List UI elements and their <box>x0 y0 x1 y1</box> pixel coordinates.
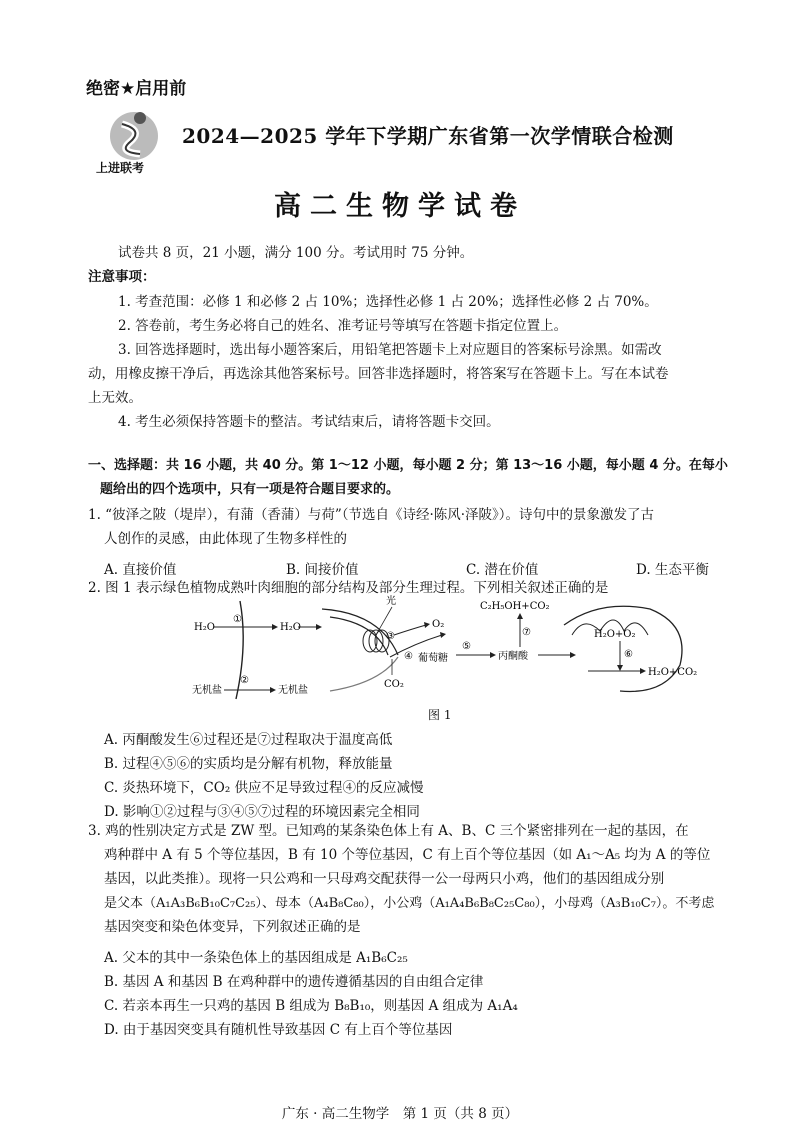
q3-option-d: D. 由于基因突变具有随机性导致基因 C 有上百个等位基因 <box>104 1022 453 1038</box>
section-heading-cont: 题给出的四个选项中，只有一项是符合题目要求的。 <box>100 482 400 497</box>
question-3-stem-cont: 基因，以此类推）。现将一只公鸡和一只母鸡交配获得一公一母两只小鸡，他们的基因组成分别 <box>104 871 665 887</box>
question-3-stem-cont: 鸡种群中 A 有 5 个等位基因，B 有 10 个等位基因，C 有上百个等位基因（如 A₁～A₅ 均为 A 的等位 <box>104 847 711 863</box>
note-line: 4. 考生必须保持答题卡的整洁。考试结束后，请将答题卡交回。 <box>118 414 500 430</box>
exam-title: 2024—2025 学年下学期广东省第一次学情联合检测 <box>182 124 674 148</box>
notes-heading: 注意事项： <box>88 269 156 285</box>
note-line: 动，用橡皮擦干净后，再选涂其他答案标号。回答非选择题时，将答案写在答题卡上。写在本试卷 <box>88 366 669 382</box>
q2-option-c: C. 炎热环境下，CO₂ 供应不足导致过程④的反应减慢 <box>104 780 424 796</box>
fig-label-5: ⑤ <box>462 641 471 652</box>
page-footer: 广东 · 高二生物学 第 1 页（共 8 页） <box>281 1106 519 1122</box>
note-line: 1. 考查范围：必修 1 和必修 2 占 10%；选择性必修 1 占 20%；选择性必修 2 占 70%。 <box>118 294 658 310</box>
figure-1-caption: 图 1 <box>428 708 452 722</box>
fig-h2o-a: H₂O <box>194 622 215 633</box>
q1-option-c: C. 潜在价值 <box>466 562 539 578</box>
fig-h2o-o2: H₂O+O₂ <box>594 629 636 640</box>
q2-option-a: A. 丙酮酸发生⑥过程还是⑦过程取决于温度高低 <box>104 732 393 748</box>
fig-ethanol: C₂H₅OH+CO₂ <box>480 601 550 612</box>
fig-h2o-co2: H₂O+CO₂ <box>648 667 698 678</box>
figure-1-diagram <box>180 595 700 705</box>
note-line: 3. 回答选择题时，选出每小题答案后，用铅笔把答题卡上对应题目的答案标号涂黑。如需改 <box>118 342 662 358</box>
fig-glucose: 葡萄糖 <box>418 653 448 664</box>
note-line: 上无效。 <box>88 390 142 406</box>
fig-salt-b: 无机盐 <box>278 685 308 696</box>
fig-label-4: ④ <box>404 651 413 662</box>
q2-option-b: B. 过程④⑤⑥的实质均是分解有机物，释放能量 <box>104 756 393 772</box>
q1-option-d: D. 生态平衡 <box>636 562 709 578</box>
fig-label-3: ③ <box>386 631 395 642</box>
confidential-label: 绝密★启用前 <box>86 79 187 99</box>
question-3-stem: 3. 鸡的性别决定方式是 ZW 型。已知鸡的某条染色体上有 A、B、C 三个紧密排列在一起的基因，在 <box>88 823 689 839</box>
note-line: 2. 答卷前，考生务必将自己的姓名、准考证号等填写在答题卡指定位置上。 <box>118 318 568 334</box>
fig-label-1: ① <box>233 614 242 625</box>
paper-title: 高二生物学试卷 <box>274 191 526 222</box>
question-1-stem-cont: 人创作的灵感，由此体现了生物多样性的 <box>104 531 347 547</box>
fig-label-6: ⑥ <box>624 649 633 660</box>
question-3-stem-cont: 是父本（A₁A₃B₆B₁₀C₇C₂₅）、母本（A₄B₈C₈₀），小公鸡（A₁A₄B₆B₈C₂₅C₈₀），小母鸡（A₃B₁₀C₇）。不考虑 <box>104 896 715 911</box>
fig-label-7: ⑦ <box>522 627 531 638</box>
q1-option-a: A. 直接价值 <box>104 562 177 578</box>
q1-option-b: B. 间接价值 <box>286 562 359 578</box>
question-2-stem: 2. 图 1 表示绿色植物成熟叶肉细胞的部分结构及部分生理过程。下列相关叙述正确的是 <box>88 580 609 596</box>
fig-pyruvate: 丙酮酸 <box>498 651 528 662</box>
question-1-stem: 1. “彼泽之陂（堤岸），有蒲（香蒲）与荷”（节选自《诗经·陈风·泽陂》）。诗句中的景象激发了古 <box>88 507 655 523</box>
q2-option-d: D. 影响①②过程与③④⑤⑦过程的环境因素完全相同 <box>104 804 420 820</box>
fig-light: 光 <box>386 596 396 607</box>
q3-option-b: B. 基因 A 和基因 B 在鸡种群中的遗传遵循基因的自由组合定律 <box>104 974 484 990</box>
fig-label-2: ② <box>240 675 249 686</box>
fig-h2o-b: H₂O <box>280 622 301 633</box>
question-3-stem-cont: 基因突变和染色体变异，下列叙述正确的是 <box>104 919 361 935</box>
q3-option-c: C. 若亲本再生一只鸡的基因 B 组成为 B₈B₁₀，则基因 A 组成为 A₁A₄ <box>104 998 518 1014</box>
fig-salt-a: 无机盐 <box>192 685 222 696</box>
section-heading: 一、选择题：共 16 小题，共 40 分。第 1～12 小题，每小题 2 分；第 13～16 小题，每小题 4 分。在每小 <box>88 458 728 473</box>
fig-co2: CO₂ <box>384 679 404 690</box>
q3-option-a: A. 父本的其中一条染色体上的基因组成是 A₁B₆C₂₅ <box>104 950 408 966</box>
exam-intro: 试卷共 8 页，21 小题，满分 100 分。考试用时 75 分钟。 <box>118 245 474 261</box>
logo-text: 上进联考 <box>96 161 145 175</box>
fig-o2: O₂ <box>432 619 445 630</box>
